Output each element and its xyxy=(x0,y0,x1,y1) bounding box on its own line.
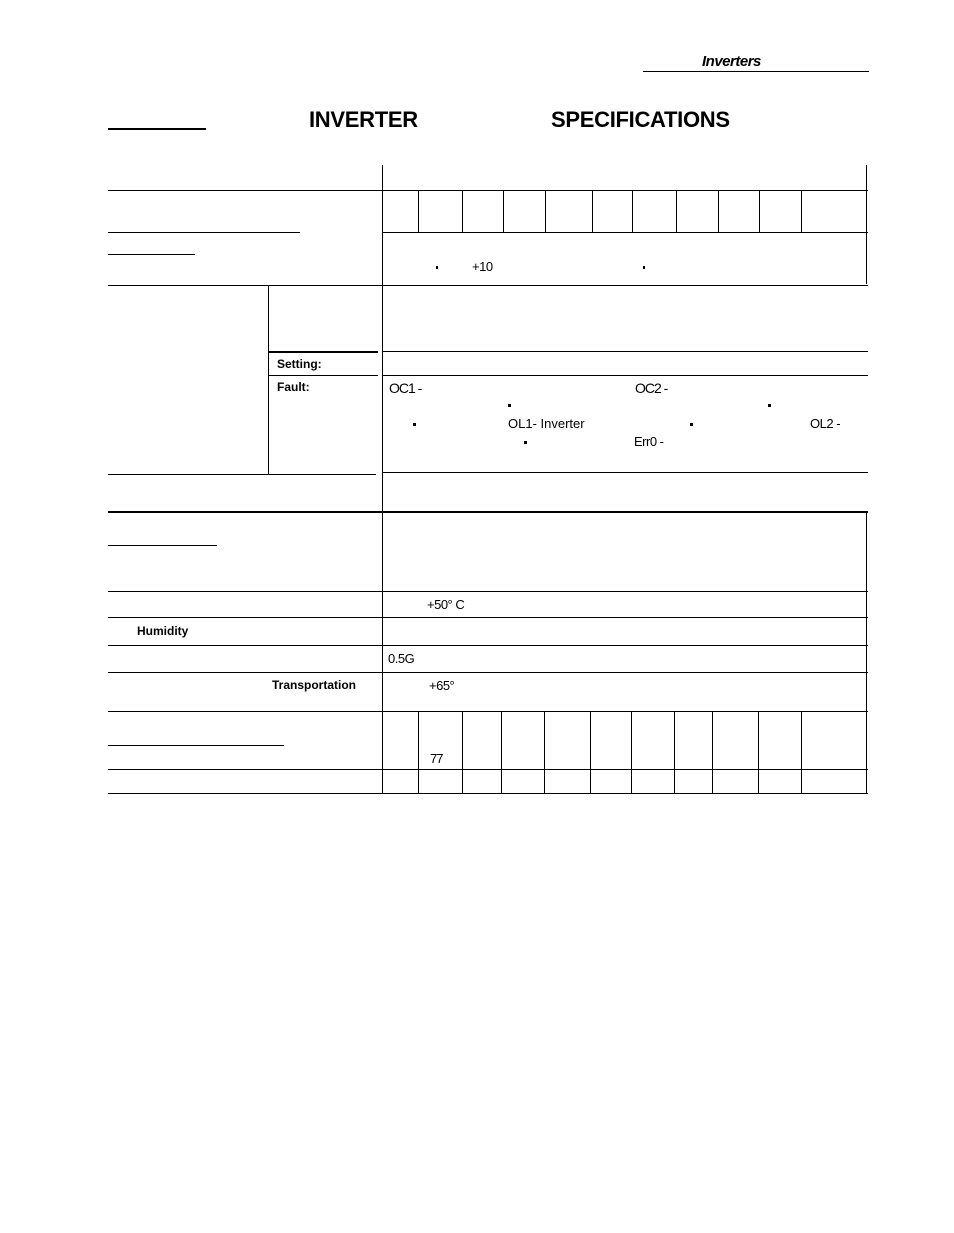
title-inverter: INVERTER xyxy=(309,107,418,132)
fault-code-oc2: OC2 - xyxy=(635,380,668,396)
title-specifications: SPECIFICATIONS xyxy=(551,107,730,132)
transport-temp-max: +65° xyxy=(429,678,455,693)
fault-code-ol2: OL2 - xyxy=(810,416,841,431)
setting-label: Setting: xyxy=(277,357,322,371)
header-rule xyxy=(643,71,869,72)
fault-code-err0: Err0 - xyxy=(634,434,664,449)
ambient-temp-max: +50° C xyxy=(427,597,465,612)
fault-label: Fault: xyxy=(277,380,310,394)
fault-code-oc1: OC1 - xyxy=(389,380,422,396)
voltage-tolerance-plus: +10 xyxy=(472,259,493,274)
humidity-label: Humidity xyxy=(137,624,189,638)
weight-value-77: 77 xyxy=(430,751,443,766)
vibration-value: 0.5G xyxy=(388,651,415,666)
transportation-label: Transportation xyxy=(272,678,357,692)
fault-code-ol1: OL1- Inverter xyxy=(508,416,585,431)
title-rule xyxy=(108,128,206,130)
header-section-label: Inverters xyxy=(702,53,761,70)
